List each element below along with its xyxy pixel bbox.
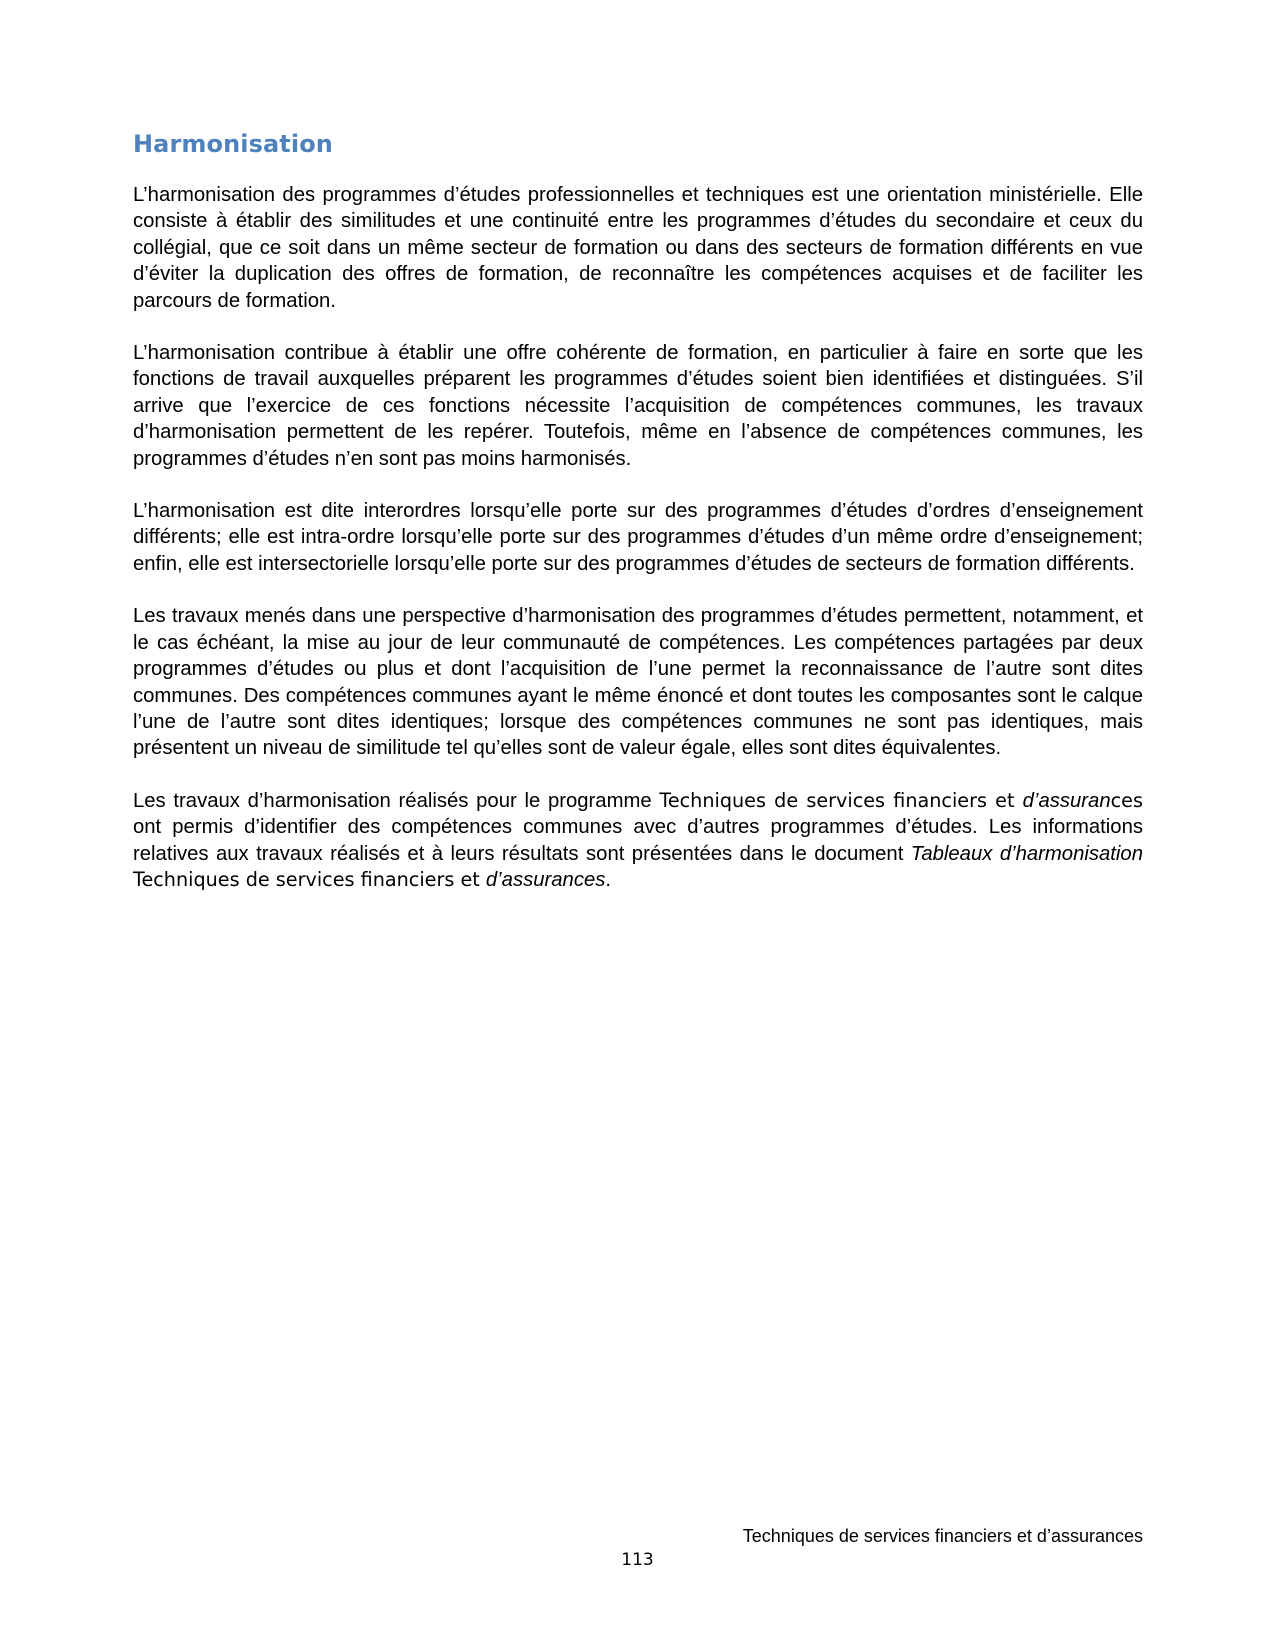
footer-program-title: Techniques de services financiers et d’assurances: [742, 1526, 1143, 1546]
program-name-1-tail: ces: [1110, 788, 1143, 812]
last-paragraph-part1: Les travaux d’harmonisation réalisés pour le programme: [133, 789, 660, 812]
page-number: 113: [621, 1550, 654, 1570]
section-heading: Harmonisation: [133, 130, 333, 158]
program-name-1-italic: d’assuran: [1022, 789, 1111, 812]
paragraph-definition: L’harmonisation des programmes d’études professionnelles et techniques est une orientation ministérielle. Elle consiste à établir des similitudes et une continuité entre les programmes d’études du secondaire et ceux du collégial, que ce soit dans un même secteur de formation ou dans des secteurs de formation différents en vue d’éviter la duplication des offres de formation, de reconnaître les compétences acquises et de faciliter les parcours de formation.: [133, 184, 1143, 312]
program-name-2: Techniques de services financiers et: [133, 867, 486, 891]
paragraph-competences: Les travaux menés dans une perspective d’harmonisation des programmes d’études permettent, notamment, et le cas échéant, la mise au jour de leur communauté de compétences. Les compétences partagées par deux programmes d’études ou plus et dont l’acquisition de l’une permet la reconnaissance de l’autre sont dites communes. Des compétences communes ayant le même énoncé et dont toutes les composantes sont le calque l’une de l’autre sont dites identiques; lorsque des compétences communes ne sont pas identiques, mais présentent un niveau de similitude tel qu’elles sont de valeur égale, elles sont dites équivalentes.: [133, 605, 1143, 760]
last-paragraph-part2: ont permis d’identifier des compétences communes avec d’autres programmes d’études. Les informations relatives aux travaux réalisés et à leurs résultats sont présentées dans le document: [133, 816, 1143, 865]
program-name-1: Techniques de services financiers et: [659, 788, 1023, 812]
paragraph-types: L’harmonisation est dite interordres lorsqu’elle porte sur des programmes d’études d’ordres d’enseignement différents; elle est intra-ordre lorsqu’elle porte sur des programmes d’études d’un même ordre d’enseignement; enfin, elle est intersectorielle lorsqu’elle porte sur des programmes d’études de secteurs de formation différents.: [133, 500, 1143, 575]
last-paragraph-end: .: [605, 868, 612, 891]
paragraph-program-work: [133, 788, 1143, 894]
body-text: [133, 182, 1143, 919]
program-name-2-italic: d’assurances: [485, 868, 606, 891]
paragraph-contribution: L’harmonisation contribue à établir une offre cohérente de formation, en particulier à faire en sorte que les fonctions de travail auxquelles préparent les programmes d’études soient bien identifiées et distinguées. S’il arrive que l’exercice de ces fonctions nécessite l’acquisition de compétences communes, les travaux d’harmonisation permettent de les repérer. Toutefois, même en l’absence de compétences communes, les programmes d’études n’en sont pas moins harmonisés.: [133, 342, 1143, 470]
document-title: Tableaux d’harmonisation: [910, 842, 1143, 865]
